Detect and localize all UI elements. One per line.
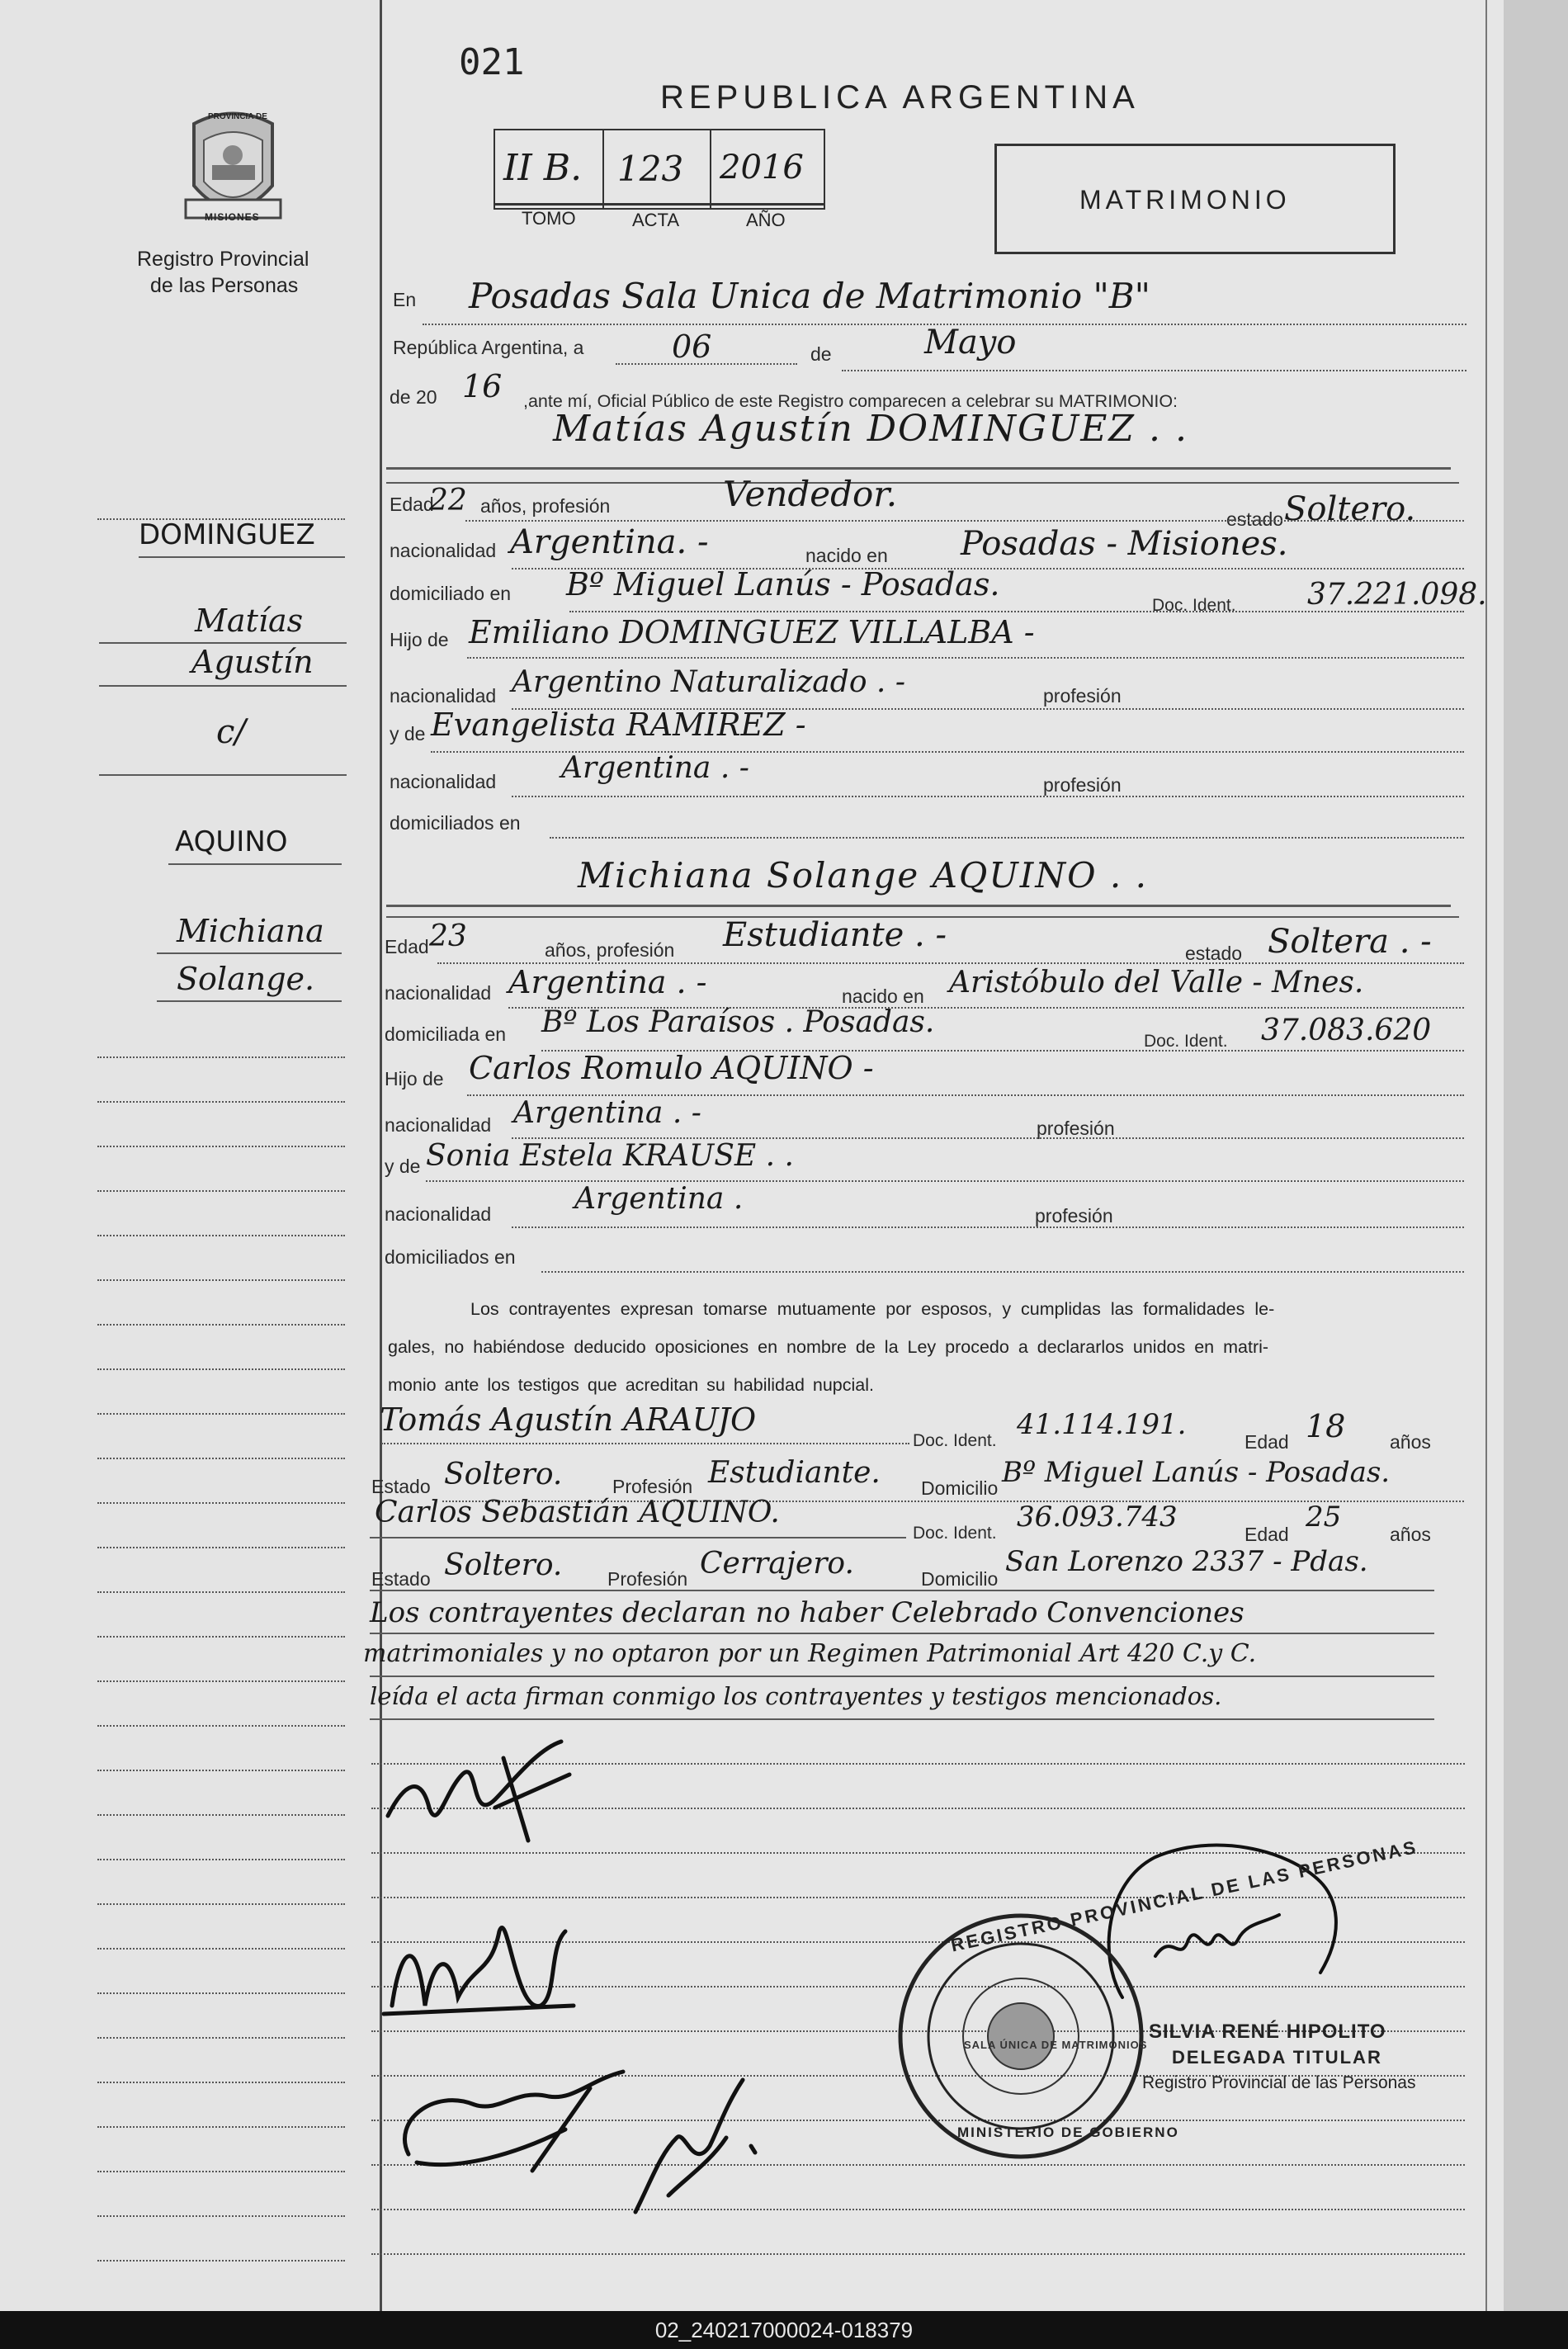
- bride-profession: Estudiante . -: [723, 916, 947, 954]
- margin-rule-29: [97, 1948, 345, 1950]
- witness1-edad-label: Edad: [1244, 1431, 1289, 1453]
- witness2-domicilio: San Lorenzo 2337 - Pdas.: [1005, 1545, 1368, 1578]
- margin-rule-25: [97, 1770, 345, 1771]
- year-prefix-label: de 20: [390, 386, 437, 408]
- note-line3-rule: [370, 1718, 1434, 1720]
- margin-rule-34: [97, 2171, 345, 2172]
- bride-row8-line: [541, 1271, 1464, 1273]
- witness1-profesion-label: Profesión: [612, 1476, 693, 1497]
- witness2-name-line: [370, 1537, 906, 1538]
- appearance-statement: ,ante mí, Oficial Público de este Registro comparecen a celebrar su MATRIMONIO:: [523, 391, 1178, 411]
- bride-hijo-label: Hijo de: [385, 1068, 444, 1089]
- left-margin-column: [0, 0, 380, 2311]
- margin-rule-6: [168, 863, 342, 865]
- bride-nacionalidad-label: nacionalidad: [385, 982, 492, 1004]
- groom-mother-nationality: Argentina . -: [561, 751, 749, 785]
- witness2-name: Carlos Sebastián AQUINO.: [375, 1496, 780, 1529]
- bride-birthplace: Aristóbulo del Valle - Mnes.: [949, 966, 1364, 1000]
- witness2-estado-label: Estado: [371, 1568, 431, 1590]
- year-suffix-value: 16: [462, 368, 503, 404]
- margin-rule-26: [97, 1814, 345, 1816]
- logo-banner-text: MISIONES: [205, 211, 260, 223]
- witness1-doc-label: Doc. Ident.: [913, 1431, 997, 1450]
- witness1-doc: 41.114.191.: [1017, 1408, 1187, 1441]
- bride-domiciliados-label: domiciliados en: [385, 1246, 516, 1268]
- bride-signature: [375, 1882, 590, 2030]
- margin-rule-4: [99, 685, 347, 687]
- ano-value: 2016: [720, 149, 804, 187]
- month-value: Mayo: [924, 324, 1017, 362]
- groom-father-profesion-label: profesión: [1043, 685, 1122, 707]
- groom-row3-line: [569, 611, 1464, 612]
- official-name: SILVIA RENÉ HIPOLITO: [1149, 2021, 1386, 2043]
- registry-name-line1: Registro Provincial: [137, 248, 309, 271]
- declaration-line1: Los contrayentes expresan tomarse mutuamente por esposos, y cumplidas las formalidades le-: [470, 1299, 1275, 1319]
- groom-father: Emiliano DOMINGUEZ VILLALBA -: [469, 614, 1035, 650]
- margin-groom-name2: Agustín: [191, 644, 314, 680]
- groom-domiciliado-label: domiciliado en: [390, 583, 512, 604]
- groom-mother: Evangelista RAMIREZ -: [431, 707, 806, 743]
- groom-estado: Soltero.: [1284, 490, 1416, 528]
- witness2-doc: 36.093.743: [1017, 1501, 1178, 1534]
- witness1-anos-label: años: [1390, 1431, 1431, 1453]
- bride-father-profesion-label: profesión: [1037, 1118, 1115, 1139]
- note-line1: Los contrayentes declaran no haber Celebrado Convenciones: [370, 1596, 1244, 1629]
- witness2-estado: Soltero.: [444, 1548, 563, 1582]
- groom-edad-label: Edad: [390, 494, 434, 515]
- margin-rule-31: [97, 2037, 345, 2039]
- groom-full-name: Matías Agustín DOMINGUEZ . .: [553, 408, 1188, 450]
- tomo-value: II B.: [503, 147, 583, 189]
- witness1-domicilio-label: Domicilio: [921, 1477, 999, 1499]
- witness1-domicilio: Bº Miguel Lanús - Posadas.: [1002, 1456, 1391, 1489]
- witness2-domicilio-label: Domicilio: [921, 1568, 999, 1590]
- bride-estado: Soltera . -: [1268, 923, 1432, 961]
- ano-label: AÑO: [746, 210, 786, 230]
- margin-rule-22: [97, 1636, 345, 1638]
- margin-rule-9: [97, 1056, 345, 1058]
- bride-full-name: Michiana Solange AQUINO . .: [578, 855, 1148, 896]
- margin-rule-20: [97, 1547, 345, 1548]
- groom-row8-line: [550, 837, 1464, 839]
- declaration-line3: monio ante los testigos que acreditan su habilidad nupcial.: [388, 1375, 874, 1395]
- margin-rule-10: [97, 1101, 345, 1103]
- margin-rule-17: [97, 1413, 345, 1415]
- note-line2-rule: [370, 1675, 1434, 1677]
- groom-age: 22: [429, 484, 467, 518]
- groom-address: Bº Miguel Lanús - Posadas.: [566, 566, 1000, 603]
- groom-nacido-label: nacido en: [805, 545, 888, 566]
- bride-doc-number: 37.083.620: [1261, 1014, 1432, 1047]
- groom-row4-line: [467, 657, 1464, 659]
- witness1-estado: Soltero.: [444, 1458, 563, 1491]
- groom-estado-label: estado: [1226, 508, 1284, 530]
- bride-address: Bº Los Paraísos . Posadas.: [541, 1005, 935, 1039]
- groom-signature: [371, 1725, 619, 1865]
- seal-ring-text: REGISTRO PROVINCIAL DE LAS PERSONAS: [949, 1836, 1420, 1956]
- groom-mother-nacionalidad-label: nacionalidad: [390, 771, 497, 792]
- groom-profesion-label: años, profesión: [480, 495, 611, 517]
- margin-rule-7: [157, 952, 342, 954]
- witness1-name: Tomás Agustín ARAUJO: [380, 1401, 757, 1438]
- en-label: En: [393, 289, 417, 310]
- margin-rule-36: [97, 2260, 345, 2262]
- bride-nationality: Argentina . -: [508, 964, 707, 1000]
- note-line3: leída el acta firman conmigo los contrayentes y testigos mencionados.: [370, 1682, 1222, 1710]
- official-role: DELEGADA TITULAR: [1172, 2047, 1382, 2068]
- groom-row1-line: [465, 520, 1464, 522]
- margin-conjunction: c/: [216, 713, 246, 751]
- margin-rule-30: [97, 1992, 345, 1994]
- margin-rule-23: [97, 1680, 345, 1682]
- margin-groom-name1: Matías: [195, 603, 304, 639]
- bride-edad-label: Edad: [385, 936, 429, 957]
- margin-rule-19: [97, 1502, 345, 1504]
- margin-rule-28: [97, 1903, 345, 1905]
- margin-rule-35: [97, 2215, 345, 2217]
- margin-rule-18: [97, 1458, 345, 1459]
- margin-rule-16: [97, 1368, 345, 1370]
- acta-value: 123: [617, 149, 684, 189]
- margin-rule-32: [97, 2082, 345, 2083]
- declaration-line2: gales, no habiéndose deducido oposiciones en nombre de la Ley procedo a declararlos unidos en matri-: [388, 1337, 1269, 1357]
- signature-rule-12: [371, 2253, 1465, 2255]
- margin-groom-surname: DOMINGUEZ: [139, 518, 315, 551]
- witness2-profesion-label: Profesión: [607, 1568, 688, 1590]
- witness1-age: 18: [1306, 1408, 1346, 1444]
- bride-mother-profesion-label: profesión: [1035, 1205, 1113, 1226]
- margin-bride-name1: Michiana: [177, 913, 324, 949]
- margin-rule-11: [97, 1146, 345, 1147]
- margin-rule-33: [97, 2126, 345, 2128]
- folio-number: 021: [459, 41, 525, 83]
- witness2-edad-label: Edad: [1244, 1524, 1289, 1545]
- registry-name-line2: de las Personas: [150, 274, 299, 297]
- groom-nacionalidad-label: nacionalidad: [390, 540, 497, 561]
- official-office: Registro Provincial de las Personas: [1142, 2073, 1416, 2092]
- margin-rule-13: [97, 1235, 345, 1236]
- right-border-line: [1485, 0, 1487, 2311]
- place-value: Posadas Sala Unica de Matrimonio "B": [469, 276, 1150, 316]
- scan-file-id: 02_240217000024-018379: [0, 2311, 1568, 2349]
- bride-name-rule: [386, 905, 1451, 907]
- day-value: 06: [672, 328, 712, 365]
- republica-label: República Argentina, a: [393, 337, 584, 358]
- logo-arc-text: PROVINCIA DE: [208, 112, 267, 121]
- bride-father-nacionalidad-label: nacionalidad: [385, 1114, 492, 1136]
- witness2-row2-line: [370, 1590, 1434, 1591]
- groom-nationality: Argentina. -: [510, 523, 709, 561]
- tomo-label: TOMO: [522, 208, 576, 229]
- margin-bride-surname: AQUINO: [175, 825, 288, 858]
- bride-father: Carlos Romulo AQUINO -: [469, 1050, 874, 1086]
- witness2-doc-label: Doc. Ident.: [913, 1524, 997, 1543]
- groom-section-rule: [386, 482, 1459, 484]
- bride-profesion-label: años, profesión: [545, 939, 675, 961]
- country-title: REPUBLICA ARGENTINA: [660, 79, 1140, 116]
- margin-rule-21: [97, 1591, 345, 1593]
- witness2-age: 25: [1306, 1501, 1342, 1534]
- margin-rule-12: [97, 1190, 345, 1192]
- witness1-profesion: Estudiante.: [708, 1456, 881, 1490]
- act-type-title: MATRIMONIO: [1079, 185, 1291, 215]
- groom-yde-label: y de: [390, 723, 426, 744]
- margin-rule-8: [157, 1000, 342, 1002]
- groom-birthplace: Posadas - Misiones.: [961, 525, 1288, 563]
- bride-mother-nationality: Argentina .: [574, 1182, 744, 1216]
- bride-estado-label: estado: [1185, 943, 1243, 964]
- month-line: [842, 370, 1466, 371]
- witness2-anos-label: años: [1390, 1524, 1431, 1545]
- bride-age: 23: [429, 919, 467, 953]
- binding-edge: [1504, 0, 1568, 2311]
- reference-box-divider: [494, 203, 824, 206]
- margin-rule-5: [99, 774, 347, 776]
- acta-label: ACTA: [632, 210, 680, 230]
- note-line2: matrimoniales y no optaron por un Regimen Patrimonial Art 420 C.y C.: [363, 1639, 1257, 1668]
- groom-father-nationality: Argentino Naturalizado . -: [512, 665, 905, 699]
- bride-mother-nacionalidad-label: nacionalidad: [385, 1203, 492, 1225]
- bride-row7-line: [512, 1226, 1464, 1228]
- groom-mother-profesion-label: profesión: [1043, 774, 1122, 796]
- groom-name-rule: [386, 467, 1451, 470]
- margin-rule-15: [97, 1324, 345, 1326]
- bride-doc-label: Doc. Ident.: [1144, 1032, 1228, 1051]
- margin-rule-24: [97, 1725, 345, 1727]
- signature-rule-11: [371, 2209, 1465, 2210]
- margin-bride-name2: Solange.: [177, 961, 315, 997]
- bride-yde-label: y de: [385, 1156, 421, 1177]
- groom-profession: Vendedor.: [723, 474, 898, 514]
- bride-father-nationality: Argentina . -: [513, 1096, 701, 1130]
- groom-hijo-label: Hijo de: [390, 629, 449, 650]
- groom-doc-label: Doc. Ident.: [1152, 596, 1236, 615]
- month-de-label: de: [810, 343, 832, 365]
- seal-inner-text: SALA ÚNICA DE MATRIMONIOS: [964, 2039, 1148, 2051]
- witness1-estado-label: Estado: [371, 1476, 431, 1497]
- groom-father-nacionalidad-label: nacionalidad: [390, 685, 497, 707]
- witness2-signature: [611, 2055, 776, 2228]
- seal-bottom-text: MINISTERIO DE GOBIERNO: [957, 2124, 1179, 2140]
- margin-rule-2: [139, 556, 345, 558]
- groom-row7-line: [512, 796, 1464, 797]
- bride-domiciliada-label: domiciliada en: [385, 1023, 507, 1045]
- witness2-profesion: Cerrajero.: [700, 1547, 854, 1581]
- groom-doc-number: 37.221.098.: [1307, 578, 1487, 612]
- groom-domiciliados-label: domiciliados en: [390, 812, 521, 834]
- note-line1-rule: [370, 1633, 1434, 1634]
- bride-nacido-label: nacido en: [842, 985, 924, 1007]
- margin-rule-14: [97, 1279, 345, 1281]
- witness1-name-line: [381, 1443, 909, 1444]
- margin-rule-27: [97, 1859, 345, 1860]
- bride-mother: Sonia Estela KRAUSE . .: [426, 1139, 794, 1173]
